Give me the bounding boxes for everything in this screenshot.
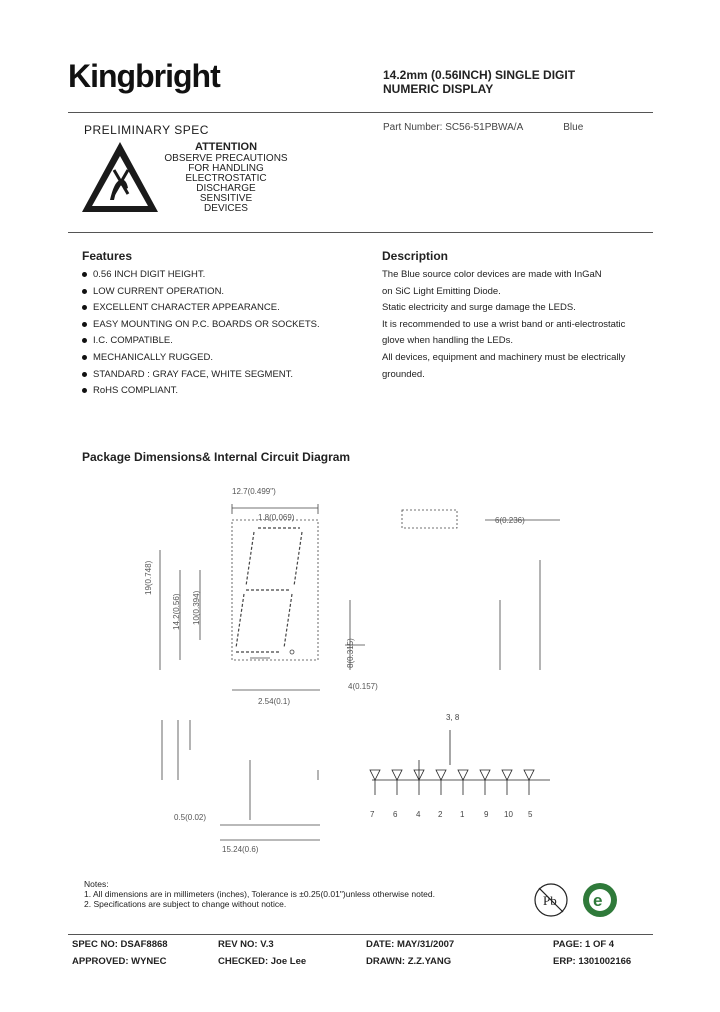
- drawn-by: DRAWN: Z.Z.YANG: [366, 956, 452, 967]
- part-number-text: Part Number: SC56-51PBWA/A: [383, 122, 524, 133]
- feature-item: MECHANICALLY RUGGED.: [82, 350, 320, 367]
- dim-pin-spacing: 2.54(0.1): [258, 697, 291, 706]
- spec-no: SPEC NO: DSAF8868: [72, 939, 168, 950]
- description-line: The Blue source color devices are made with InGaN: [382, 269, 602, 280]
- footer-rule: [68, 934, 653, 935]
- lead-free-text: Pb: [543, 893, 557, 908]
- features-list: [82, 267, 320, 400]
- rohs-e-icon: [580, 880, 620, 925]
- attention-line: FOR HANDLING: [188, 163, 264, 174]
- dim-dp: 0.5(0.02): [174, 813, 207, 822]
- circuit-pin-label: 9: [484, 810, 489, 819]
- circuit-common-label: 3, 8: [446, 713, 460, 722]
- dim-pin-len: 4(0.157): [348, 682, 378, 691]
- dim-inner-width: 1.8(0.069): [258, 513, 295, 522]
- feature-item: LOW CURRENT OPERATION.: [82, 284, 320, 301]
- description-line: It is recommended to use a wrist band or anti-electrostatic: [382, 318, 626, 330]
- circuit-pin-label: 4: [416, 810, 421, 819]
- attention-line: OBSERVE PRECAUTIONS: [164, 153, 288, 164]
- description-heading: Description: [382, 249, 449, 263]
- circuit-pin-label: 7: [370, 810, 375, 819]
- description-text: [382, 267, 652, 383]
- attention-line: ELECTROSTATIC: [185, 173, 267, 184]
- header-rule: [68, 112, 653, 113]
- description-line: on SiC Light Emitting Diode.: [382, 285, 501, 297]
- notes-heading: Notes:: [84, 879, 109, 889]
- feature-item: I.C. COMPATIBLE.: [82, 333, 320, 350]
- description-line: grounded.: [382, 368, 425, 380]
- dim-seg-height: 10(0.394): [192, 590, 201, 625]
- lead-free-icon: [531, 880, 571, 925]
- dim-right: 6(0.236): [495, 516, 525, 525]
- feature-item: STANDARD : GRAY FACE, WHITE SEGMENT.: [82, 367, 320, 384]
- title-line-1: 14.2mm (0.56INCH) SINGLE DIGIT: [383, 68, 576, 82]
- part-number: [383, 122, 583, 133]
- color-label: Blue: [563, 122, 584, 133]
- description-line: All devices, equipment and machinery must be electrically: [382, 351, 626, 363]
- note-line: 2. Specifications are subject to change without notice.: [84, 899, 287, 909]
- date: DATE: MAY/31/2007: [366, 939, 455, 950]
- note-line: 1. All dimensions are in millimeters (inches), Tolerance is ±0.25(0.01")unless otherwise noted.: [84, 889, 435, 899]
- circuit-pin-label: 1: [460, 810, 465, 819]
- notes: [84, 879, 435, 909]
- esd-warning-icon: [80, 140, 160, 219]
- preliminary-spec-label: PRELIMINARY SPEC: [84, 123, 209, 137]
- circuit-pin-label: 6: [393, 810, 398, 819]
- dim-depth: 8(0.315): [346, 638, 355, 668]
- erp-number: ERP: 1301002166: [553, 956, 632, 967]
- circuit-pin-label: 2: [438, 810, 443, 819]
- approved-by: APPROVED: WYNEC: [72, 956, 167, 967]
- rohs-e-text: e: [593, 891, 603, 910]
- dim-left-height: 19(0.748): [144, 560, 153, 595]
- attention-notice: [156, 142, 296, 214]
- attention-line: DEVICES: [204, 203, 248, 214]
- attention-line: SENSITIVE: [199, 193, 253, 204]
- circuit-pin-label: 10: [504, 810, 513, 819]
- package-heading: Package Dimensions& Internal Circuit Diagram: [82, 450, 351, 464]
- kingbright-logo: Kingbright: [68, 58, 220, 94]
- feature-item: EXCELLENT CHARACTER APPEARANCE.: [82, 300, 320, 317]
- page-number: PAGE: 1 OF 4: [553, 939, 615, 950]
- feature-item: RoHS COMPLIANT.: [82, 383, 320, 400]
- attention-title: ATTENTION: [194, 141, 258, 153]
- section-rule: [68, 232, 653, 233]
- attention-line: DISCHARGE: [196, 183, 256, 194]
- feature-item: EASY MOUNTING ON P.C. BOARDS OR SOCKETS.: [82, 317, 320, 334]
- description-line: glove when handling the LEDs.: [382, 335, 513, 347]
- description-line: Static electricity and surge damage the LEDS.: [382, 302, 576, 314]
- checked-by: CHECKED: Joe Lee: [218, 956, 307, 967]
- document-title: [383, 68, 575, 96]
- rev-no: REV NO: V.3: [218, 939, 274, 950]
- feature-item: 0.56 INCH DIGIT HEIGHT.: [82, 267, 320, 284]
- dim-width-top: 12.7(0.499"): [232, 487, 276, 496]
- title-line-2: NUMERIC DISPLAY: [383, 82, 494, 96]
- circuit-pin-label: 5: [528, 810, 533, 819]
- features-heading: Features: [82, 249, 133, 263]
- front-view-outline: [232, 520, 318, 660]
- dim-pitch-total: 15.24(0.6): [222, 845, 259, 854]
- dim-left-height-inner: 14.2(0.56): [172, 593, 181, 630]
